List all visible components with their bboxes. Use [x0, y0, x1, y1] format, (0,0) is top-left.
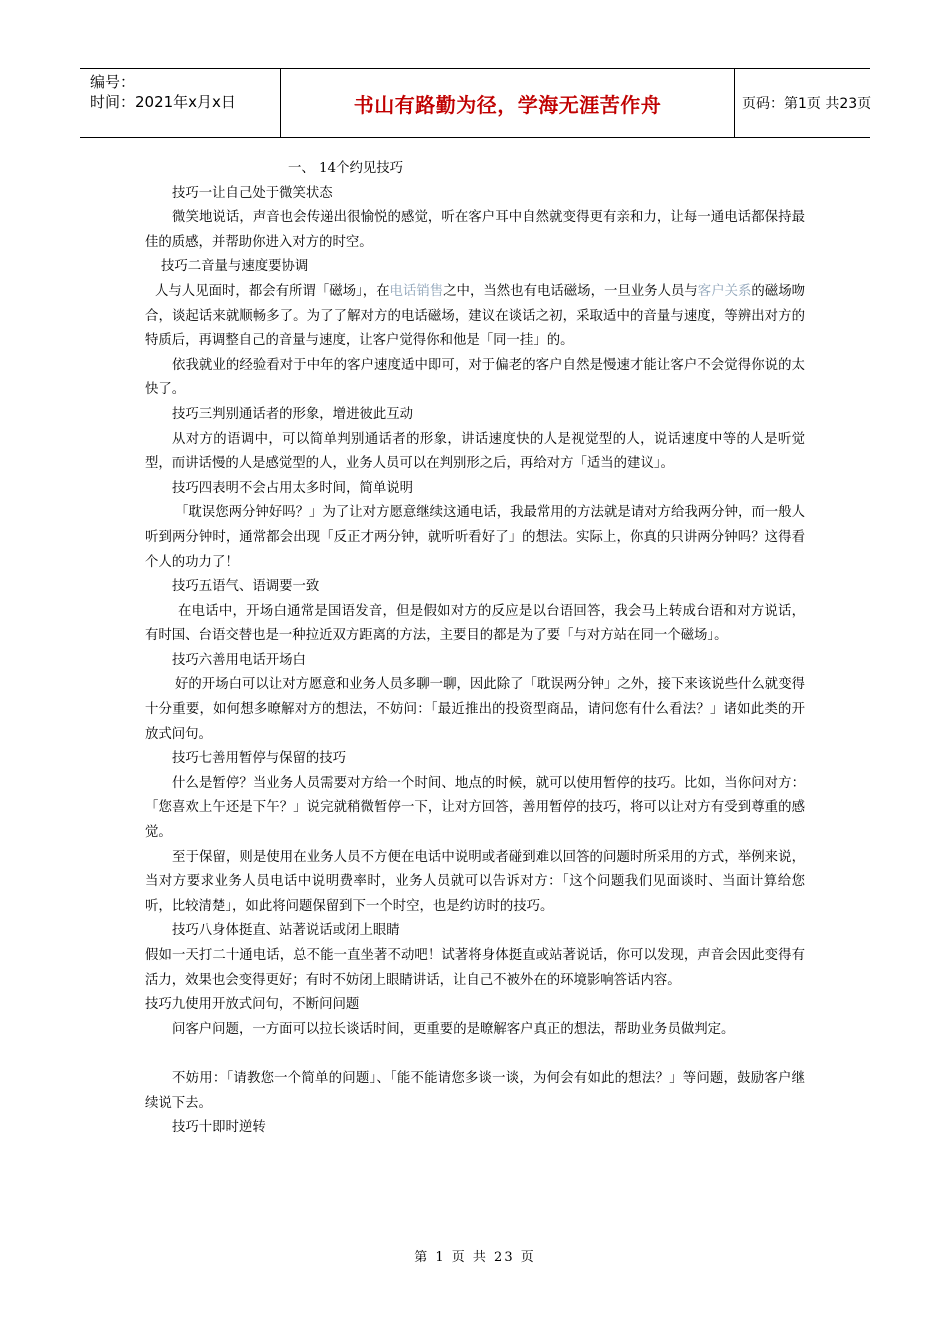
tip-title: 技巧三判别通话者的形象，增进彼此互动 [172, 406, 414, 422]
tip-title: 技巧八身体挺直、站著说话或闭上眼睛 [172, 923, 400, 939]
paragraph: 至于保留，则是使用在业务人员不方便在电话中说明或者碰到难以回答的问题时所采用的方式，举例来说，当对方要求业务人员电话中说明费率时，业务人员就可以告诉对方：「这个问题我们见面谈时、当面计算给您听，比较清楚」，如此将问题保留到下一个时空，也是约访时的技巧。 [145, 849, 805, 914]
paragraph: 问客户问题，一方面可以拉长谈话时间，更重要的是暸解客户真正的想法，帮助业务员做判定。 [172, 1021, 735, 1037]
paragraph: 假如一天打二十通电话，总不能一直坐著不动吧！试著将身体挺直或站著说话，你可以发现，声音会因此变得有活力，效果也会变得更好；有时不妨闭上眼睛讲话，让自己不被外在的环境影响答话内容。 [145, 948, 805, 988]
header-meta [80, 69, 280, 137]
paragraph: 在电话中，开场白通常是国语发音，但是假如对方的反应是以台语回答，我会马上转成台语和对方说话，有时国、台语交替也是一种拉近双方距离的方法，主要目的都是为了要「与对方站在同一个磁场」。 [145, 603, 805, 644]
motto-text: 书山有路勤为径，学海无涯苦作舟 [353, 92, 662, 117]
paragraph: 微笑地说话，声音也会传递出很愉悦的感觉，听在客户耳中自然就变得更有亲和力，让每一通电话都保持最佳的质感，并帮助你进入对方的时空。 [145, 210, 805, 250]
tip-title: 技巧一让自己处于微笑状态 [172, 185, 333, 201]
page-label: 页码：第1页 共23页 [742, 96, 872, 112]
paragraph: 什么是暂停？当业务人员需要对方给一个时间、地点的时候，就可以使用暂停的技巧。比如，当你问对方：「您喜欢上午还是下午？」说完就稍微暂停一下，让对方回答，善用暂停的技巧，将可以让对方有受到尊重的感觉。 [145, 775, 805, 841]
paragraph: 「耽误您两分钟好吗？」为了让对方愿意继续这通电话，我最常用的方法就是请对方给我两分钟，而一般人听到两分钟时，通常都会出现「反正才两分钟，就听听看好了」的想法。实际上，你真的只讲两分钟吗？这得看个人的功力了！ [145, 505, 805, 570]
tip-title: 技巧四表明不会占用太多时间，简单说明 [172, 480, 414, 496]
paragraph: 好的开场白可以让对方愿意和业务人员多聊一聊，因此除了「耽误两分钟」之外，接下来该说些什么就变得十分重要，如何想多暸解对方的想法，不妨问：「最近推出的投资型商品，请问您有什么看法？」诸如此类的开放式问句。 [145, 677, 805, 742]
paragraph-text: 的磁场吻合，谈起话来就顺畅多了。为了了解对方的电话磁场，建议在谈话之初，采取适中的音量与速度，等辨出对方的特质后，再调整自己的音量与速度，让客户觉得你和他是「同一挂」的。 [145, 283, 806, 349]
tip-title: 技巧十即时逆转 [172, 1120, 266, 1136]
date-label: 时间：2021年x月x日 [90, 93, 236, 111]
paragraph: 从对方的语调中，可以简单判别通话者的形象，讲话速度快的人是视觉型的人，说话速度中等的人是听觉型，而讲话慢的人是感觉型的人，业务人员可以在判别形之后，再给对方「适当的建议」。 [145, 431, 805, 472]
tip-title: 技巧七善用暂停与保留的技巧 [172, 751, 347, 767]
link-customer-relations[interactable]: 客户关系 [697, 283, 752, 299]
header-motto-cell [280, 69, 735, 137]
paragraph [145, 280, 805, 354]
number-label: 编号： [90, 73, 136, 91]
tip-title: 技巧六善用电话开场白 [172, 652, 306, 668]
document-body [145, 157, 805, 1141]
blank-line [145, 1042, 805, 1067]
tip-title: 技巧二音量与速度要协调 [161, 259, 309, 275]
paragraph: 不妨用：「请教您一个简单的问题」、「能不能请您多谈一谈，为何会有如此的想法？」等问题，鼓励客户继续说下去。 [145, 1070, 805, 1111]
paragraph-text: 之中，当然也有电话磁场，一旦业务人员与 [443, 283, 698, 299]
paragraph: 依我就业的经验看对于中年的客户速度适中即可，对于偏老的客户自然是慢速才能让客户不会觉得你说的太快了。 [145, 357, 805, 398]
paragraph-text: 人与人见面时，都会有所谓「磁场」，在 [155, 283, 390, 299]
link-phone-sales[interactable]: 电话销售 [389, 283, 444, 299]
document-header [80, 68, 870, 138]
tip-title: 技巧五语气、语调要一致 [172, 579, 320, 595]
page-footer: 第 1 页 共 23 页 [414, 1250, 536, 1265]
section-heading: 一、 14个约见技巧 [288, 161, 404, 176]
tip-title: 技巧九使用开放式问句，不断问问题 [145, 997, 360, 1013]
